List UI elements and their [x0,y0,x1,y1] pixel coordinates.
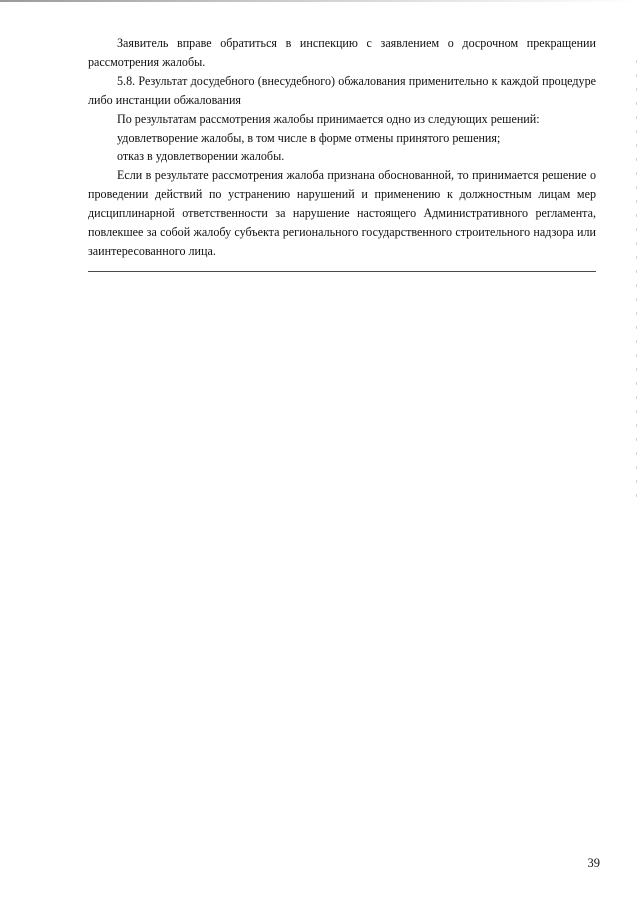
scan-edge-top [0,0,640,2]
paragraph-decision-satisfy: удовлетворение жалобы, в том числе в форме отмены принятого решения; [117,130,501,145]
paragraph-justified-complaint: Если в результате рассмотрения жалоба признана обоснованной, то принимается решение о проведении действий по устранению нарушений и применению к должностным лицам мер дисциплинарной ответственности за нарушение настоящего Административного регламента, повлекшее за собой жалобу субъекта регионального государственного строительного надзора или заинтересованного лица. [88,168,596,258]
paragraph-decisions-intro: По результатам рассмотрения жалобы принимается одно из следующих решений: [117,111,540,126]
page-number: 39 [587,856,600,870]
paragraph-section-5-8-heading: 5.8. Результат досудебного (внесудебного) обжалования применительно к каждой процедуре либо инстанции обжалования [88,73,596,107]
paragraph-early-termination: Заявитель вправе обратиться в инспекцию с заявлением о досрочном прекращении рассмотрения жалобы. [88,36,596,69]
horizontal-rule [88,271,596,272]
paragraph-decision-refuse: отказ в удовлетворении жалобы. [117,149,285,164]
document-body [88,34,596,261]
scan-edge-right [636,60,637,500]
